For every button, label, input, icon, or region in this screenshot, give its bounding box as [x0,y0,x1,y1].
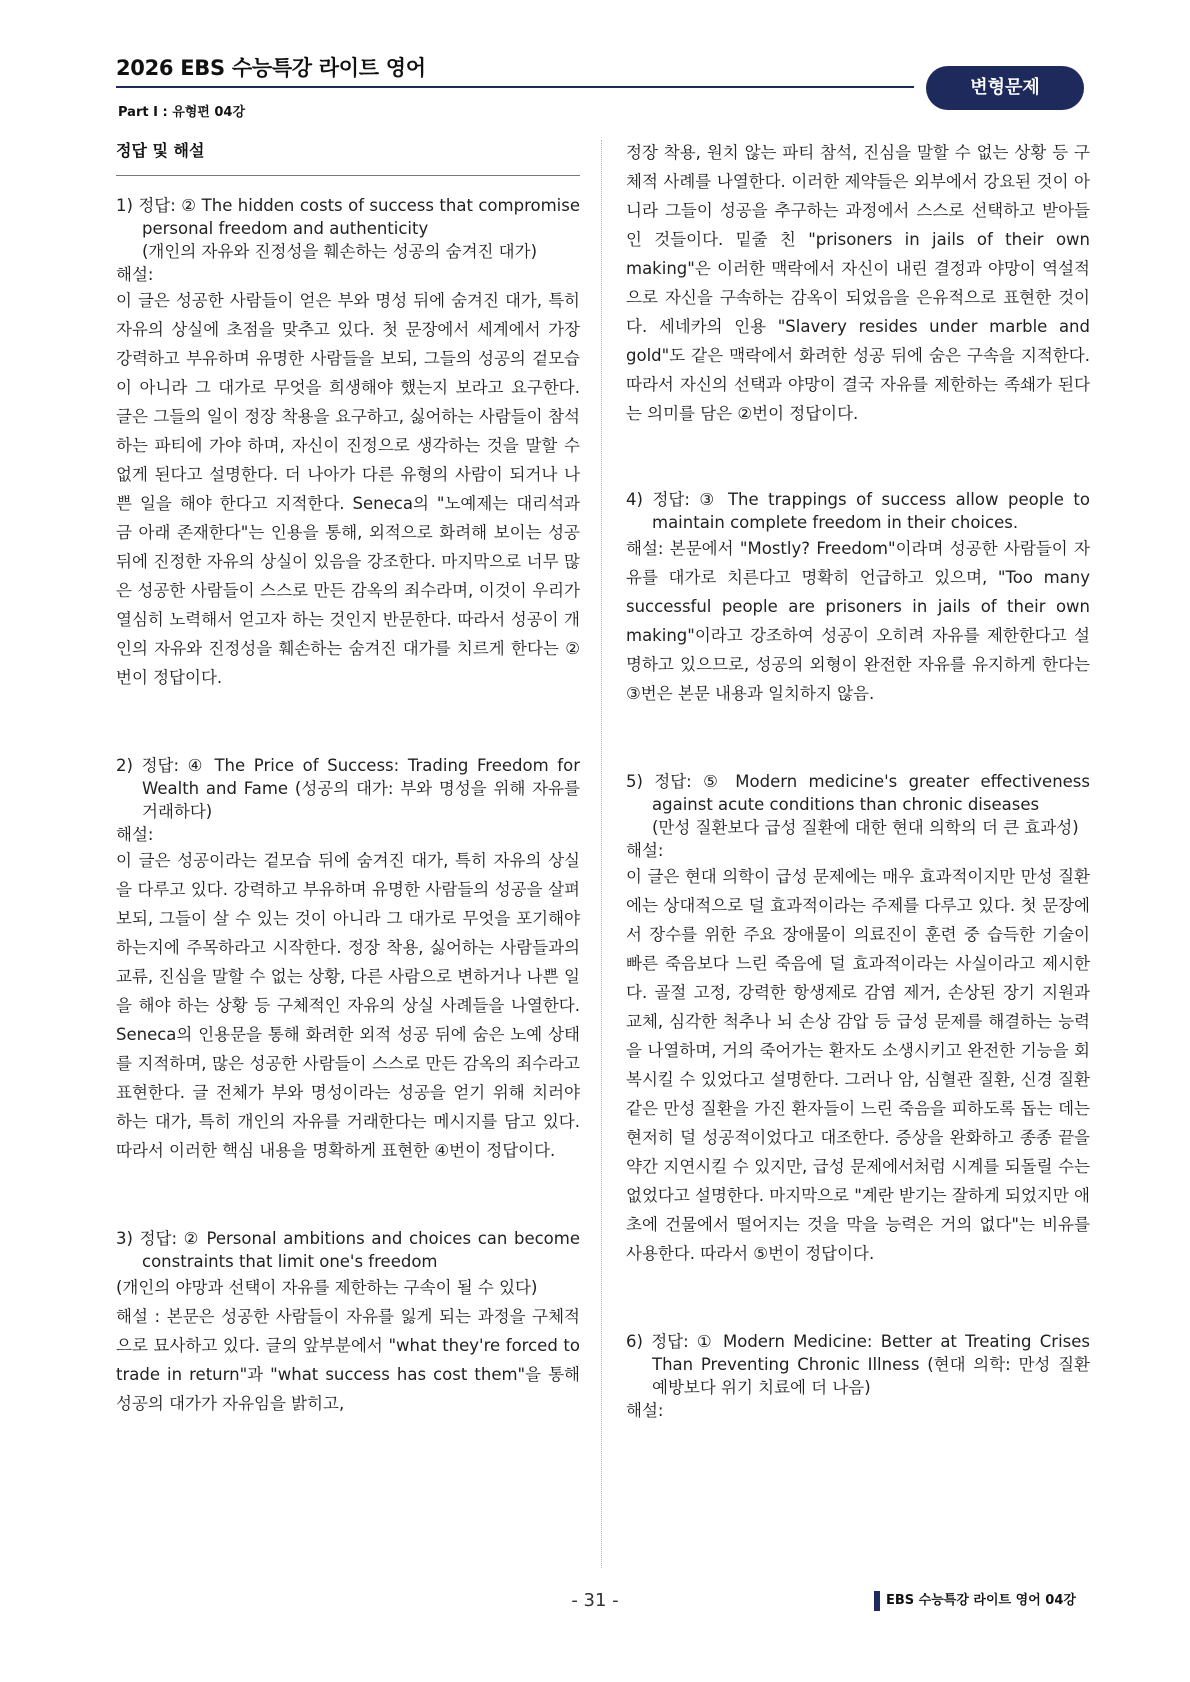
part-label: Part Ⅰ : 유형편 04강 [118,105,246,120]
explanation-text: 해설: 본문에서 "Mostly? Freedom"이라며 성공한 사람들이 자유를 대가로 치른다고 명확히 언급하고 있으며, "Too many successful people are prisoners in jails of their own making"이라고 강조하여 성공이 오히려 자유를 제한한다고 설명하고 있으므로, 성공의 외형이 완전한 자유를 유지하게 한다는 ③번은 본문 내용과 일치하지 않음. [626,539,1090,703]
answer-line: 5) 정답: ⑤ Modern medicine's greater effectiveness against acute conditions than chronic diseases [626,772,1090,814]
section-heading: 정답 및 해설 [116,138,580,176]
answer-block-5 [626,770,1090,1268]
explanation-label: 해설: [626,1401,664,1420]
explanation-text: 이 글은 현대 의학이 급성 문제에는 매우 효과적이지만 만성 질환에는 상대적으로 덜 효과적이라는 주제를 다루고 있다. 첫 문장에서 장수를 위한 주요 장애물이 의료진이 훈련 중 습득한 기술이 빠른 죽음보다 느린 죽음에 덜 효과적이라는 사실이라고 제시한다. 골절 고정, 강력한 항생제로 감염 제거, 손상된 장기 지원과 교체, 심각한 척추나 뇌 손상 감압 등 급성 문제를 해결하는 능력을 나열하며, 거의 죽어가는 환자도 소생시키고 완전한 기능을 회복시킬 수 있었다고 설명한다. 그러나 암, 심혈관 질환, 신경 질환 같은 만성 질환을 가진 환자들이 느린 죽음을 피하도록 돕는 데는 현저히 덜 성공적이었다고 대조한다. 증상을 완화하고 종종 끝을 약간 지연시킬 수 있지만, 급성 문제에서처럼 시계를 되돌릴 수는 없었다고 설명한다. 마지막으로 "계란 받기는 잘하게 되었지만 애초에 건물에서 떨어지는 것을 막을 능력은 거의 없다"는 비유를 사용한다. 따라서 ⑤번이 정답이다. [626,867,1090,1263]
footer-text: EBS 수능특강 라이트 영어 04강 [886,1593,1076,1608]
page-number: - 31 - [571,1590,619,1611]
answer-block-6 [626,1330,1090,1422]
footer-label [874,1590,1076,1612]
column-divider [601,140,602,1568]
answer-block-1 [116,194,580,692]
explanation-continued: 정장 착용, 원치 않는 파티 참석, 진심을 말할 수 없는 상황 등 구체적 사례를 나열한다. 이러한 제약들은 외부에서 강요된 것이 아니라 그들이 성공을 추구하는 과정에서 스스로 선택하고 받아들인 것들이다. 밑줄 친 "prisoners in jails of their own making"은 이러한 맥락에서 자신이 내린 결정과 야망이 역설적으로 자신을 구속하는 감옥이 되었음을 은유적으로 표현한 것이다. 세네카의 인용 "Slavery resides under marble and gold"도 같은 맥락에서 화려한 성공 뒤에 숨은 구속을 지적한다. 따라서 자신의 선택과 야망이 결국 자유를 제한하는 족쇄가 된다는 의미를 담은 ②번이 정답이다. [626,143,1090,423]
answer-korean: (개인의 야망과 선택이 자유를 제한하는 구속이 될 수 있다) [116,1278,538,1297]
explanation-label: 해설: [116,825,154,844]
answer-block-4 [626,488,1090,708]
answer-korean: (개인의 자유와 진정성을 훼손하는 성공의 숨겨진 대가) [142,242,538,261]
explanation-text: 이 글은 성공한 사람들이 얻은 부와 명성 뒤에 숨겨진 대가, 특히 자유의 상실에 초점을 맞추고 있다. 첫 문장에서 세계에서 가장 강력하고 부유하며 유명한 사람들을 보되, 그들의 성공의 겉모습이 아니라 그 대가로 무엇을 희생해야 했는지 보라고 요구한다. 글은 그들의 일이 정장 착용을 요구하고, 싫어하는 사람들이 참석하는 파티에 가야 하며, 자신이 진정으로 생각하는 것을 말할 수 없게 된다고 설명한다. 더 나아가 다른 유형의 사람이 되거나 나쁜 일을 해야 한다고 지적한다. Seneca의 "노예제는 대리석과 금 아래 존재한다"는 인용을 통해, 외적으로 화려해 보이는 성공 뒤에 진정한 자유의 상실이 있음을 강조한다. 마지막으로 너무 많은 성공한 사람들이 스스로 만든 감옥의 죄수라며, 이것이 우리가 열심히 노력해서 얻고자 하는 것인지 반문한다. 따라서 성공이 개인의 자유와 진정성을 훼손하는 숨겨진 대가를 치르게 한다는 ②번이 정답이다. [116,291,580,687]
answer-line: 6) 정답: ① Modern Medicine: Better at Treating Crises Than Preventing Chronic Illness (현대 의학: 만성 질환 예방보다 위기 치료에 더 나음) [626,1332,1090,1397]
answer-line: 1) 정답: ② The hidden costs of success that compromise personal freedom and authenticity [116,196,580,238]
left-column [116,138,580,1418]
answer-line: 2) 정답: ④ The Price of Success: Trading Freedom for Wealth and Fame (성공의 대가: 부와 명성을 위해 자유를 거래하다) [116,756,580,821]
document-title: 2026 EBS 수능특강 라이트 영어 [116,56,426,80]
explanation-text: 해설 : 본문은 성공한 사람들이 자유를 잃게 되는 과정을 구체적으로 묘사하고 있다. 글의 앞부분에서 "what they're forced to trade in return"과 "what success has cost them"을 통해 성공의 대가가 자유임을 밝히고, [116,1307,580,1413]
answer-block-3 [116,1227,580,1418]
explanation-label: 해설: [116,265,154,284]
answer-block-2 [116,754,580,1165]
explanation-label: 해설: [626,841,664,860]
explanation-text: 이 글은 성공이라는 겉모습 뒤에 숨겨진 대가, 특히 자유의 상실을 다루고 있다. 강력하고 부유하며 유명한 사람들의 성공을 살펴보되, 그들이 살 수 있는 것이 아니라 그 대가로 무엇을 포기해야 하는지에 주목하라고 시작한다. 정장 착용, 싫어하는 사람들과의 교류, 진심을 말할 수 없는 상황, 다른 사람으로 변하거나 나쁜 일을 해야 하는 상황 등 구체적인 자유의 상실 사례들을 나열한다. Seneca의 인용문을 통해 화려한 외적 성공 뒤에 숨은 노예 상태를 지적하며, 많은 성공한 사람들이 스스로 만든 감옥의 죄수라고 표현한다. 글 전체가 부와 명성이라는 성공을 얻기 위해 치러야 하는 대가, 특히 개인의 자유를 거래한다는 메시지를 담고 있다. 따라서 이러한 핵심 내용을 명확하게 표현한 ④번이 정답이다. [116,851,580,1160]
section-badge: 변형문제 [926,66,1084,110]
answer-korean: (만성 질환보다 급성 질환에 대한 현대 의학의 더 큰 효과성) [652,818,1079,837]
header-rule [116,86,914,88]
right-column [626,138,1090,1422]
answer-line: 3) 정답: ② Personal ambitions and choices can become constraints that limit one's freedom [116,1229,580,1271]
answer-line: 4) 정답: ③ The trappings of success allow people to maintain complete freedom in their choices. [626,490,1090,532]
footer-bar-marker [874,1591,880,1611]
